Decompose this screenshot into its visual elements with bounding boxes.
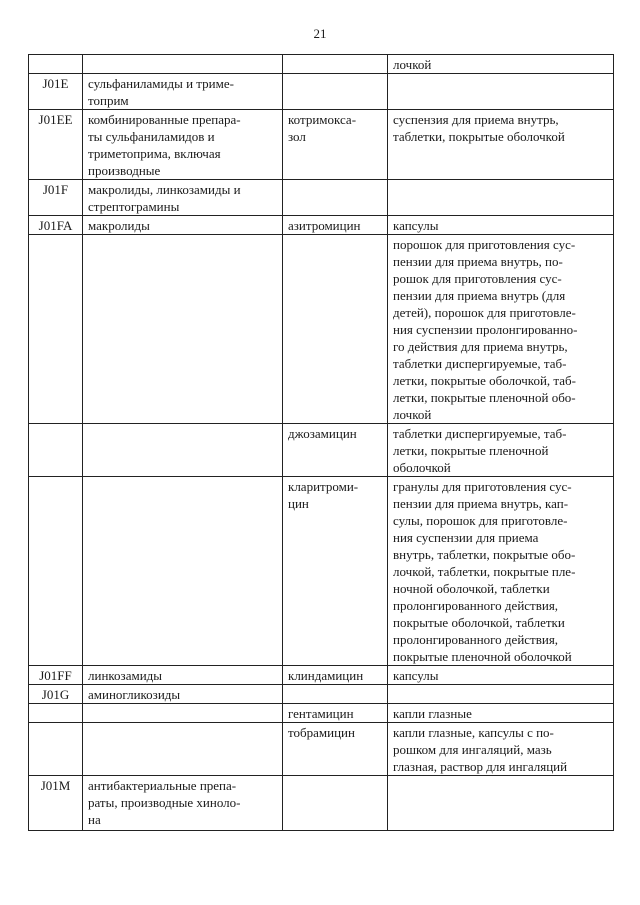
dosage-form-cell [388, 74, 614, 110]
dosage-form-cell [388, 55, 614, 74]
table-row [29, 776, 614, 831]
atc-code-text: J01M [40, 778, 71, 793]
table-row [29, 685, 614, 704]
drug-name-text: кларитроми- цин [288, 479, 359, 511]
anatomical-group-text: комбинированные препара- ты сульфаниламидов и триметоприма, включая производные [88, 112, 241, 178]
drug-name-cell [283, 180, 388, 216]
anatomical-group-cell [83, 685, 283, 704]
dosage-form-cell [388, 685, 614, 704]
dosage-form-cell [388, 180, 614, 216]
drug-name-cell [283, 55, 388, 74]
atc-code-cell [29, 666, 83, 685]
dosage-form-text: порошок для приготовления сус- пензии для приема внутрь, по- рошок для приготовления сус- пензии для приема внутрь (для детей), порошок для приготовле- ния суспензии пролонгированно- го действия для приема внутрь, таблетки диспергируемые, таб- летки, покрытые оболочкой, таб- летки, покрытые пленочной обо- лочкой [393, 237, 578, 422]
page-number: 21 [313, 26, 327, 41]
drug-name-cell [283, 235, 388, 424]
dosage-form-text: гранулы для приготовления сус- пензии для приема внутрь, кап- сулы, порошок для приготовле- ния суспензии для приема внутрь, таблетки, покрытые обо- лочкой, таблетки, покрытые пле- ночной оболочкой, таблетки пролонгированного действия, покрытые оболочкой, таблетки пролонгированного действия, покрытые пленочной оболочкой [393, 479, 576, 664]
drug-name-text: азитромицин [288, 218, 361, 233]
anatomical-group-text: макролиды, линкозамиды и стрептограмины [88, 182, 241, 214]
atc-code-cell [29, 776, 83, 831]
drug-name-cell [283, 666, 388, 685]
table-row [29, 704, 614, 723]
dosage-form-text: капли глазные, капсулы с по- рошком для ингаляций, мазь глазная, раствор для ингаляций [393, 725, 568, 774]
atc-code-cell [29, 704, 83, 723]
atc-code-cell [29, 723, 83, 776]
drug-name-cell [283, 685, 388, 704]
dosage-form-text: капсулы [393, 218, 439, 233]
dosage-form-text: капли глазные [393, 706, 472, 721]
table-row [29, 235, 614, 424]
atc-code-text: J01FA [38, 218, 73, 233]
dosage-form-cell [388, 424, 614, 477]
drug-name-text: тобрамицин [288, 725, 355, 740]
anatomical-group-cell [83, 55, 283, 74]
atc-code-text: J01F [42, 182, 69, 197]
table-row [29, 666, 614, 685]
table-row [29, 74, 614, 110]
anatomical-group-text: антибактериальные препа- раты, производные хиноло- на [88, 778, 241, 827]
atc-code-cell [29, 74, 83, 110]
atc-code-text: J01E [42, 76, 69, 91]
atc-code-cell [29, 235, 83, 424]
table-row [29, 723, 614, 776]
anatomical-group-text: аминогликозиды [88, 687, 181, 702]
anatomical-group-cell [83, 235, 283, 424]
drug-name-cell [283, 723, 388, 776]
atc-code-cell [29, 110, 83, 180]
anatomical-group-cell [83, 424, 283, 477]
table-row [29, 180, 614, 216]
drug-name-text: джозамицин [288, 426, 357, 441]
drug-name-text: гентамицин [288, 706, 354, 721]
dosage-form-cell [388, 477, 614, 666]
anatomical-group-text: линкозамиды [88, 668, 162, 683]
dosage-form-text: таблетки диспергируемые, таб- летки, покрытые пленочной оболочкой [393, 426, 567, 475]
drug-name-cell [283, 424, 388, 477]
anatomical-group-cell [83, 776, 283, 831]
drug-name-cell [283, 477, 388, 666]
drug-name-text: клиндамицин [288, 668, 364, 683]
table-row [29, 55, 614, 74]
anatomical-group-cell [83, 180, 283, 216]
atc-code-cell [29, 685, 83, 704]
table-row [29, 424, 614, 477]
dosage-form-text: суспензия для приема внутрь, таблетки, покрытые оболочкой [393, 112, 565, 144]
drug-name-cell [283, 216, 388, 235]
anatomical-group-text: сульфаниламиды и триме- топрим [88, 76, 234, 108]
drug-table [28, 54, 614, 831]
atc-code-cell [29, 216, 83, 235]
table-row [29, 110, 614, 180]
drug-name-cell [283, 704, 388, 723]
anatomical-group-cell [83, 216, 283, 235]
drug-name-text: котримокса- зол [288, 112, 357, 144]
anatomical-group-cell [83, 477, 283, 666]
anatomical-group-cell [83, 723, 283, 776]
dosage-form-cell [388, 666, 614, 685]
table-row [29, 477, 614, 666]
table-row [29, 216, 614, 235]
atc-code-cell [29, 424, 83, 477]
dosage-form-text: лочкой [393, 57, 432, 72]
dosage-form-cell [388, 723, 614, 776]
atc-code-text: J01G [41, 687, 70, 702]
anatomical-group-cell [83, 110, 283, 180]
dosage-form-cell [388, 235, 614, 424]
atc-code-text: J01EE [38, 112, 73, 127]
atc-code-text: J01FF [39, 668, 72, 683]
atc-code-cell [29, 180, 83, 216]
dosage-form-text: капсулы [393, 668, 439, 683]
dosage-form-cell [388, 704, 614, 723]
drug-name-cell [283, 110, 388, 180]
dosage-form-cell [388, 216, 614, 235]
dosage-form-cell [388, 776, 614, 831]
drug-name-cell [283, 776, 388, 831]
anatomical-group-cell [83, 704, 283, 723]
anatomical-group-cell [83, 666, 283, 685]
anatomical-group-text: макролиды [88, 218, 150, 233]
atc-code-cell [29, 477, 83, 666]
anatomical-group-cell [83, 74, 283, 110]
drug-name-cell [283, 74, 388, 110]
atc-code-cell [29, 55, 83, 74]
dosage-form-cell [388, 110, 614, 180]
